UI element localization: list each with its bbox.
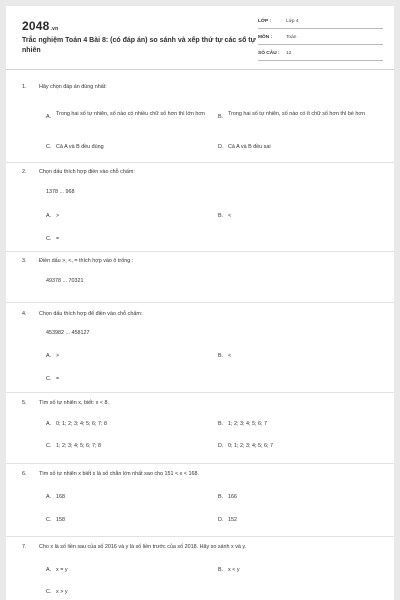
question-7 [22,544,384,600]
option-letter: C. [46,376,52,382]
question-expression: 1378 ... 968 [46,189,75,195]
option-letter: C. [46,443,52,449]
question-text: Chọn dấu thích hợp để điền vào chỗ chấm: [39,311,143,317]
question-text: Tìm số tự nhiên x biết x là số chẵn lớn nhất sao cho 151 < x < 168. [39,471,199,477]
question-text: Tìm số tự nhiên x, biết: x < 8. [39,400,109,406]
question-expression: 49378 ... 70321 [46,278,84,284]
option-text: 1; 2; 3; 4; 5; 6; 7; 8 [56,443,101,449]
question-text: Cho x là số liền sau của số 2016 và y là số liền trước của số 2018. Hãy so sánh x và y. [39,544,247,550]
option-text: = [56,236,60,242]
option-text: < [228,213,232,219]
option-text: 1; 2; 3; 4; 5; 6; 7 [228,421,267,427]
option-text: 0; 1; 2; 3; 4; 5; 6; 7 [228,443,273,449]
option-letter: D. [218,443,224,449]
option-letter: B. [218,213,224,219]
question-3 [22,258,384,292]
option-text: x < y [228,567,240,573]
question-6 [22,471,384,527]
question-expression: 453982 ... 458127 [46,330,90,336]
question-number: 6. [22,471,27,477]
option-letter: A. [46,567,52,573]
option-letter: A. [46,353,52,359]
question-2 [22,169,384,245]
option-letter: A. [46,494,52,500]
question-separator [6,392,394,393]
question-number: 7. [22,544,27,550]
option-letter: D. [218,144,224,150]
option-letter: A. [46,114,52,120]
meta-info [258,15,383,63]
meta-value: Lớp 4 [286,19,299,24]
meta-row-grade [258,15,383,29]
question-number: 3. [22,258,27,264]
option-text: > [56,213,60,219]
meta-label: LỚP : [258,19,272,24]
option-text: Cả A và B đều đúng [56,144,104,150]
question-separator [6,162,394,163]
option-letter: C. [46,144,52,150]
option-letter: B. [218,114,224,120]
question-separator [6,536,394,537]
question-separator [6,302,394,303]
site-logo[interactable]: 2048.vn [22,19,59,33]
option-text: x > y [56,589,68,595]
question-text: Điền dấu >, <, = thích hợp vào ô trống : [39,258,134,264]
question-1 [22,84,384,156]
question-number: 4. [22,311,27,317]
option-letter: B. [218,494,224,500]
option-text: < [228,353,232,359]
meta-label: MÔN : [258,35,273,40]
meta-row-count [258,47,383,61]
option-letter: C. [46,517,52,523]
option-letter: B. [218,567,224,573]
question-text: Chọn dấu thích hợp điền vào chỗ chấm: [39,169,135,175]
option-letter: D. [218,517,224,523]
option-letter: C. [46,589,52,595]
option-text: 168 [56,494,65,500]
option-text: 0; 1; 2; 3; 4; 5; 6; 7; 8 [56,421,107,427]
option-letter: A. [46,421,52,427]
question-5 [22,400,384,454]
question-number: 1. [22,84,27,90]
option-text: Trong hai số tự nhiên, số nào có nhiều chữ số hơn thì lớn hơn [56,111,205,117]
meta-value: Toán [286,35,297,40]
option-text: = [56,376,60,382]
worksheet-title: Trắc nghiệm Toán 4 Bài 8: (có đáp án) so sánh và xếp thứ tự các số tự nhiên [22,37,256,54]
meta-label: SỐ CÂU : [258,51,280,56]
meta-value: 12 [286,51,292,56]
question-separator [6,463,394,464]
option-text: Trong hai số tự nhiên, số nào có ít chữ số hơn thì bé hơn [228,111,365,117]
question-number: 5. [22,400,27,406]
meta-row-subject [258,31,383,45]
option-text: 152 [228,517,237,523]
question-separator [6,251,394,252]
option-text: Cả A và B đều sai [228,144,271,150]
option-text: > [56,353,60,359]
option-text: 166 [228,494,237,500]
option-letter: B. [218,421,224,427]
question-text: Hãy chọn đáp án đúng nhất: [39,84,107,90]
header [6,6,394,64]
header-divider [6,69,394,70]
option-text: x = y [56,567,68,573]
question-number: 2. [22,169,27,175]
option-letter: A. [46,213,52,219]
option-letter: B. [218,353,224,359]
option-letter: C. [46,236,52,242]
option-text: 158 [56,517,65,523]
question-4 [22,311,384,387]
worksheet-page [6,6,394,600]
